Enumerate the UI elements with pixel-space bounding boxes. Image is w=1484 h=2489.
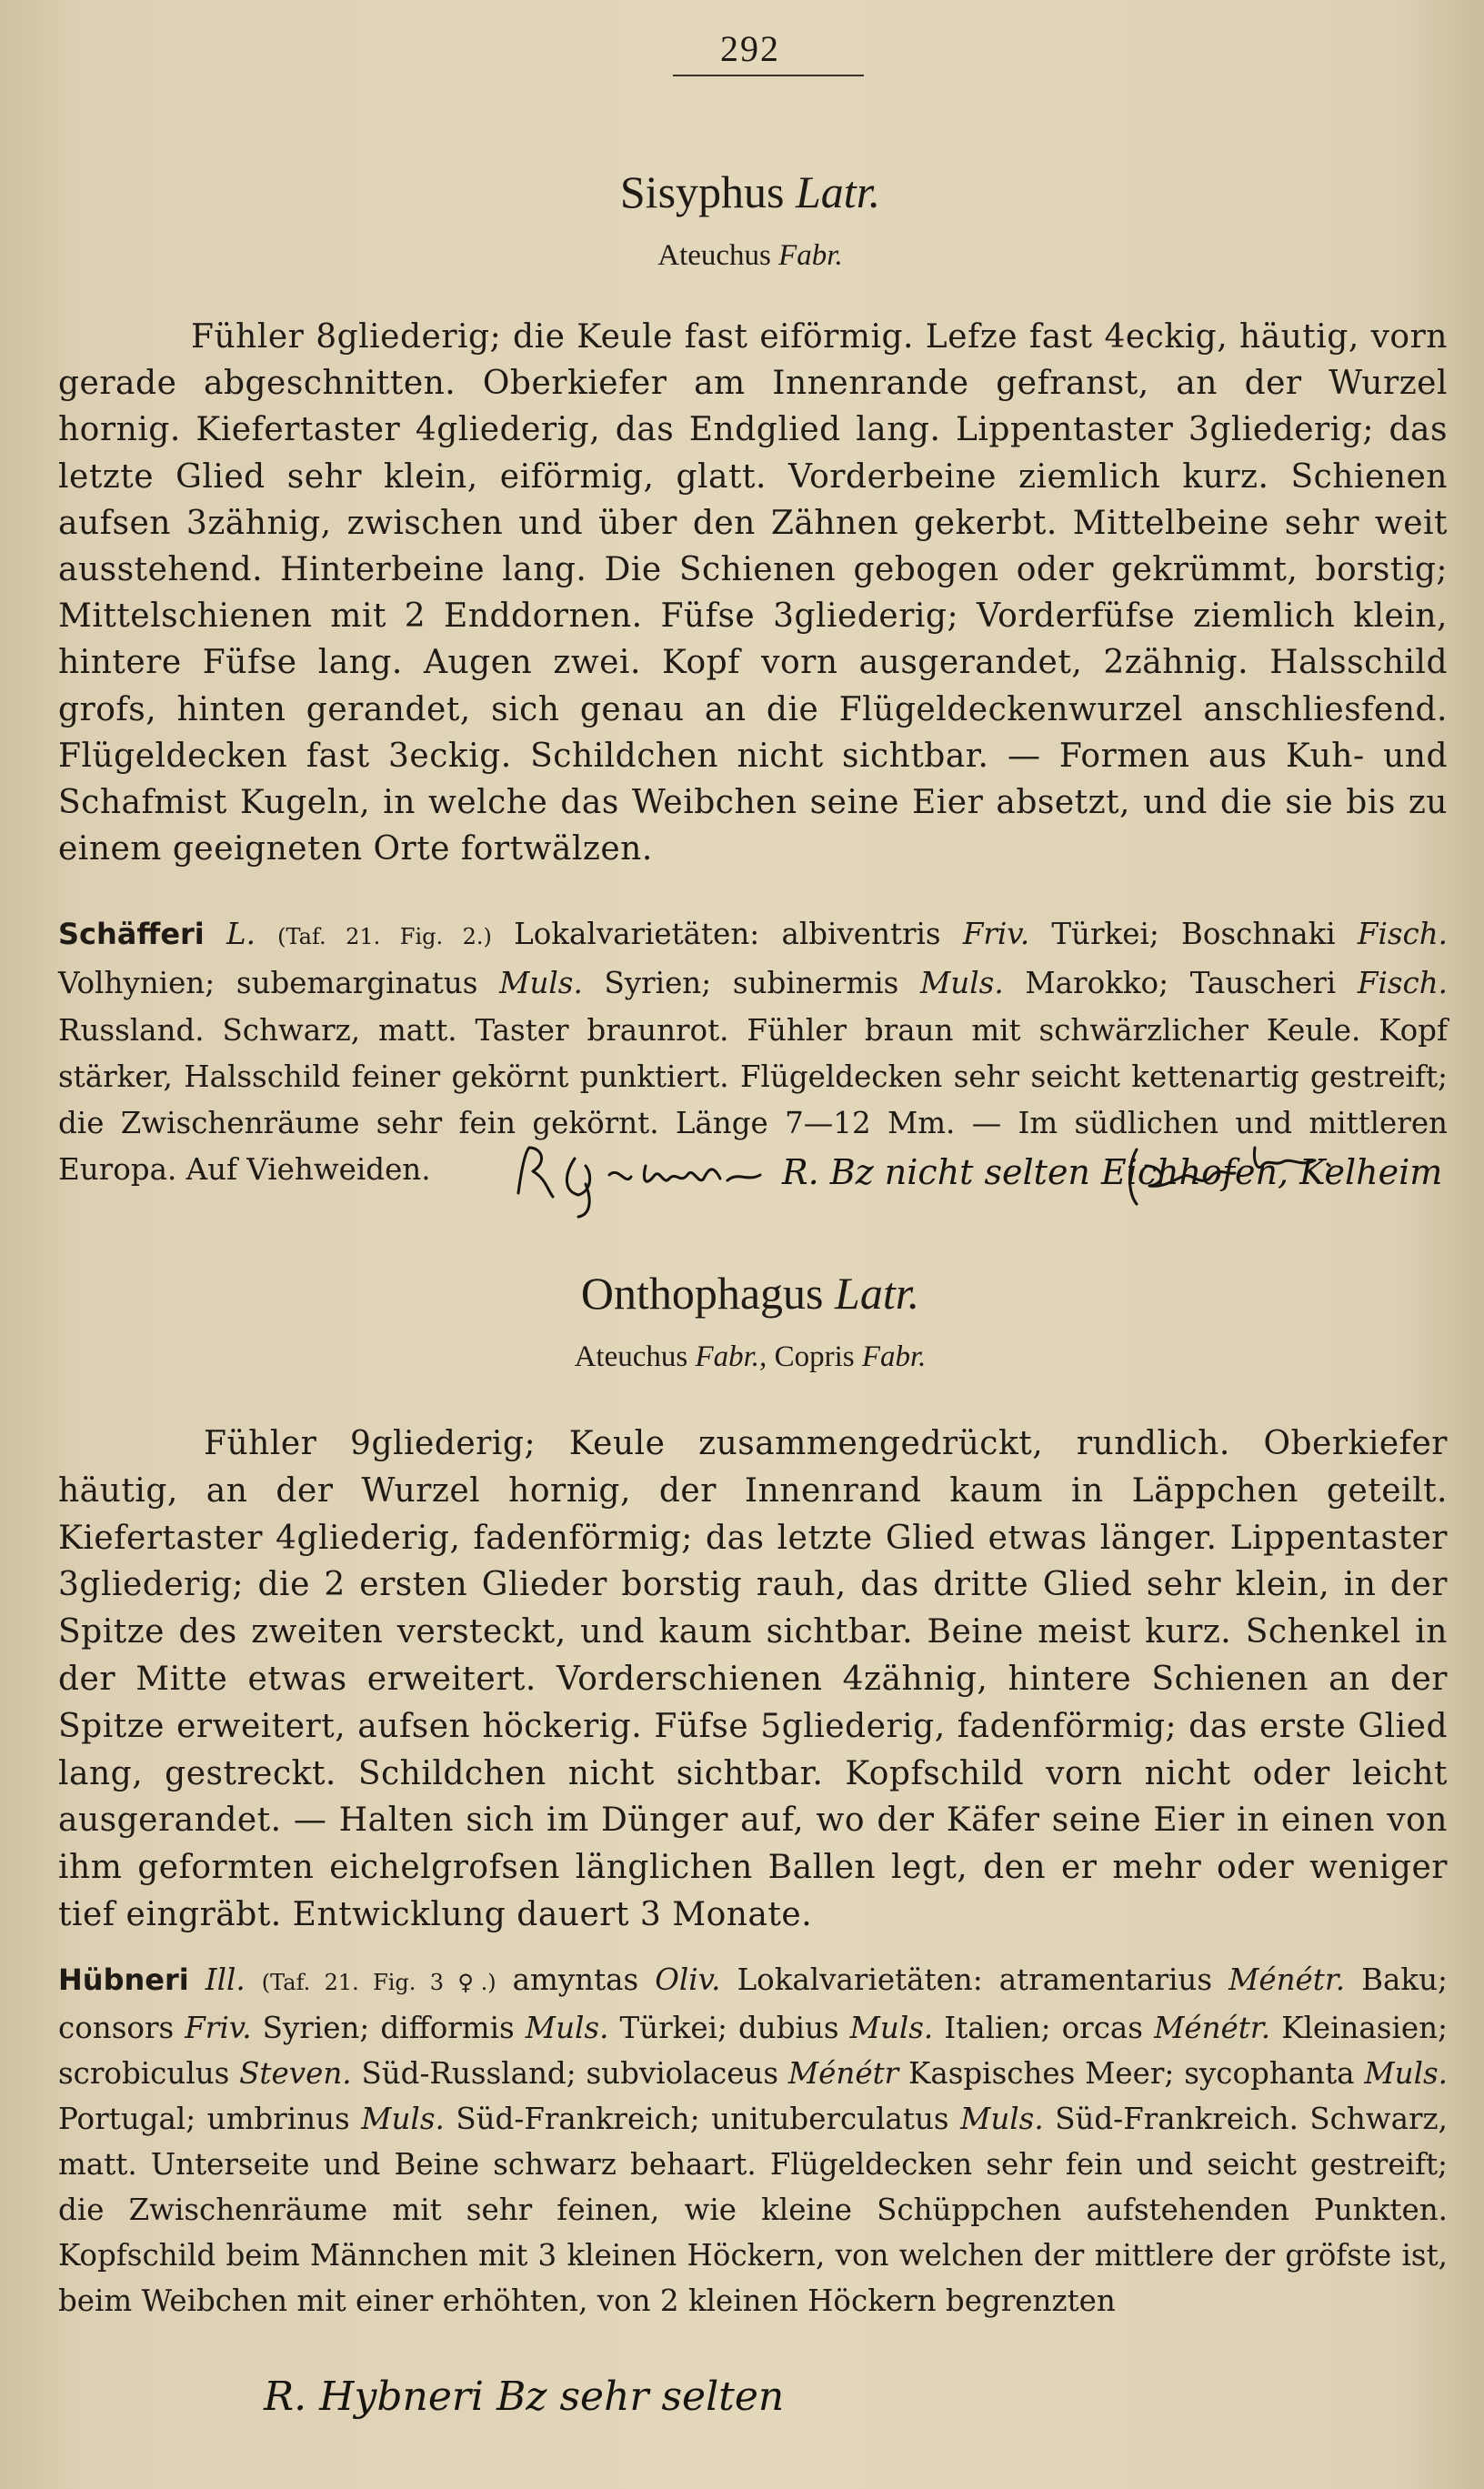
species-text: Russland. Schwarz, matt. Taster braunrot. Fühler braun mit schwärzlicher Keule. Kopf stärker, Halsschild feiner gekörnt punktiert. Flügeldecken sehr seicht kettenartig gestreift; die Zwischenräume sehr fein gekörnt. Länge 7—12 Mm. — Im südlichen und mittleren Europa. Auf Viehweiden. (58, 1012, 1448, 1188)
genus-name: Sisyphus (619, 166, 785, 217)
author-abbreviation: Muls. (960, 2102, 1044, 2136)
handwriting-stroke (609, 1166, 760, 1181)
species-body (58, 1962, 1448, 2318)
genus-description-sisyphus: Fühler 8gliederig; die Keule fast eiförmig. Lefze fast 4eckig, häutig, vorn gerade abgeschnitten. Oberkiefer am Innenrande gefranst, an der Wurzel hornig. Kiefertaster 4gliederig, das Endglied lang. Lippentaster 3gliederig; das letzte Glied sehr klein, eiförmig, glatt. Vorderbeine ziemlich kurz. Schienen aufsen 3zähnig, zwischen und über den Zähnen gekerbt. Mittelbeine sehr weit ausstehend. Hinterbeine lang. Die Schienen gebogen oder gekrümmt, borstig; Mittelschienen mit 2 Enddornen. Füfse 3gliederig; Vorderfüfse ziemlich klein, hintere Füfse lang. Augen zwei. Kopf vorn ausgerandet, 2zähnig. Halsschild grofs, hinten gerandet, sich genau an die Flügeldeckenwurzel anschliesfend. Flügeldecken fast 3eckig. Schildchen nicht sichtbar. — Formen aus Kuh- und Schafmist Kugeln, in welche das Weibchen seine Eier absetzt, und die sie bis zu einem geeigneten Orte fortwälzen. (58, 318, 1448, 868)
genus-author: Latr. (835, 1268, 920, 1319)
species-author: L. (226, 917, 256, 951)
handwriting-stroke (567, 1159, 589, 1217)
genus-author: Latr. (796, 166, 881, 217)
species-author: Ill. (205, 1962, 246, 1997)
author-abbreviation: Muls. (1364, 2056, 1448, 2091)
species-text: amyntas (496, 1962, 656, 1997)
species-text: Türkei; dubius (608, 2011, 850, 2045)
species-text: Italien; orcas (933, 2011, 1155, 2045)
author-abbreviation: Friv. (962, 917, 1030, 951)
species-text: Süd-Russland; subviolaceus (351, 2056, 788, 2091)
species-text: Lokalvarietäten: albiventris (491, 917, 963, 951)
species-name: Hübneri (58, 1962, 189, 1997)
author-abbreviation: Friv. (185, 2011, 252, 2045)
species-text: Syrien; subinermis (582, 966, 921, 1001)
handwritten-note-text: R. Hybneri Bz sehr selten (264, 2374, 785, 2420)
genus-heading-onthophagus (0, 1267, 1484, 1320)
plate-reference: (Taf. 21. Fig. 2.) (277, 924, 492, 949)
author-abbreviation: Ménétr (787, 2056, 899, 2091)
handwritten-note-text: R. Bz nicht selten Eichhofen, Kelheim (782, 1152, 1443, 1192)
author-abbreviation: Fisch. (1357, 917, 1448, 951)
synonym-name: Ateuchus (657, 239, 771, 272)
author-abbreviation: Fisch. (1357, 966, 1448, 1001)
species-text: Volhynien; subemarginatus (58, 966, 500, 1001)
species-text: Süd-Frankreich; unituberculatus (444, 2102, 961, 2136)
species-text: Kaspisches Meer; sycophanta (898, 2056, 1365, 2091)
author-abbreviation: Muls. (525, 2011, 609, 2045)
synonym-name: Copris (774, 1340, 855, 1373)
species-text: Lokalvarietäten: atramentarius (720, 1962, 1229, 1997)
author-abbreviation: Muls. (361, 2102, 445, 2136)
author-abbreviation: Steven. (239, 2056, 352, 2091)
author-abbreviation: Oliv. (655, 1962, 721, 1997)
species-text: Türkei; Boschnaki (1029, 917, 1358, 951)
genus-heading-sisyphus (0, 166, 1484, 218)
species-entry-huebneri (58, 1957, 1448, 2323)
genus-synonym (0, 239, 1484, 273)
species-text: Syrien; difformis (251, 2011, 526, 2045)
genus-description-onthophagus: Fühler 9gliederig; Keule zusammengedrückt, rundlich. Oberkiefer häutig, an der Wurzel hornig, der Innenrand kaum in Läppchen geteilt. Kiefertaster 4gliederig, fadenförmig; das letzte Glied etwas länger. Lippentaster 3gliederig; die 2 ersten Glieder borstig rauh, das dritte Glied sehr klein, in der Spitze des zweiten versteckt, und kaum sichtbar. Beine meist kurz. Schenkel in der Mitte etwas erweitert. Vorderschienen 4zähnig, hintere Schienen an der Spitze erweitert, aufsen höckerig. Füfse 5gliederig, fadenförmig; das erste Glied lang, gestreckt. Schildchen nicht sichtbar. Kopfschild vorn nicht oder leicht ausgerandet. — Halten sich im Dünger auf, wo der Käfer seine Eier in einen von ihm geformten eichelgrofsen länglichen Ballen legt, den er mehr oder weniger tief eingräbt. Entwicklung dauert 3 Monate. (58, 1425, 1448, 1933)
page-number: 292 (720, 28, 780, 69)
synonym-name: Ateuchus (574, 1340, 688, 1373)
synonym-author: Fabr., (695, 1340, 767, 1373)
species-text: Baku; consors (58, 1962, 1448, 2045)
genus-name: Onthophagus (580, 1268, 824, 1319)
synonym-author: Fabr. (778, 239, 843, 272)
species-text: Portugal; umbrinus (58, 2102, 362, 2136)
species-text: Süd-Frankreich. Schwarz, matt. Unterseite und Beine schwarz behaart. Flügeldecken sehr fein und seicht gestreift; die Zwischenräume mit sehr feinen, wie kleine Schüppchen aufstehenden Punkten. Kopfschild beim Männchen mit 3 kleinen Höckern, von welchen der mittlere der gröfste ist, beim Weibchen mit einer erhöhten, von 2 kleinen Höckern begrenzten (58, 2102, 1448, 2318)
plate-reference: (Taf. 21. Fig. 3 ♀.) (261, 1970, 496, 1995)
species-text: Kleinasien; scrobiculus (58, 2011, 1448, 2091)
species-text: Marokko; Tauscheri (1003, 966, 1358, 1001)
author-abbreviation: Ménétr. (1154, 2011, 1271, 2045)
handwriting-stroke (518, 1148, 553, 1197)
page-number-rule (673, 75, 864, 76)
genus-synonym (0, 1340, 1484, 1374)
author-abbreviation: Muls. (849, 2011, 934, 2045)
handwritten-note-1 (509, 1139, 1443, 1220)
author-abbreviation: Muls. (499, 966, 583, 1001)
handwritten-note-2 (246, 2355, 937, 2455)
author-abbreviation: Ménétr. (1228, 1962, 1346, 1997)
synonym-author: Fabr. (861, 1340, 927, 1373)
species-name: Schäfferi (58, 917, 205, 951)
author-abbreviation: Muls. (920, 966, 1004, 1001)
